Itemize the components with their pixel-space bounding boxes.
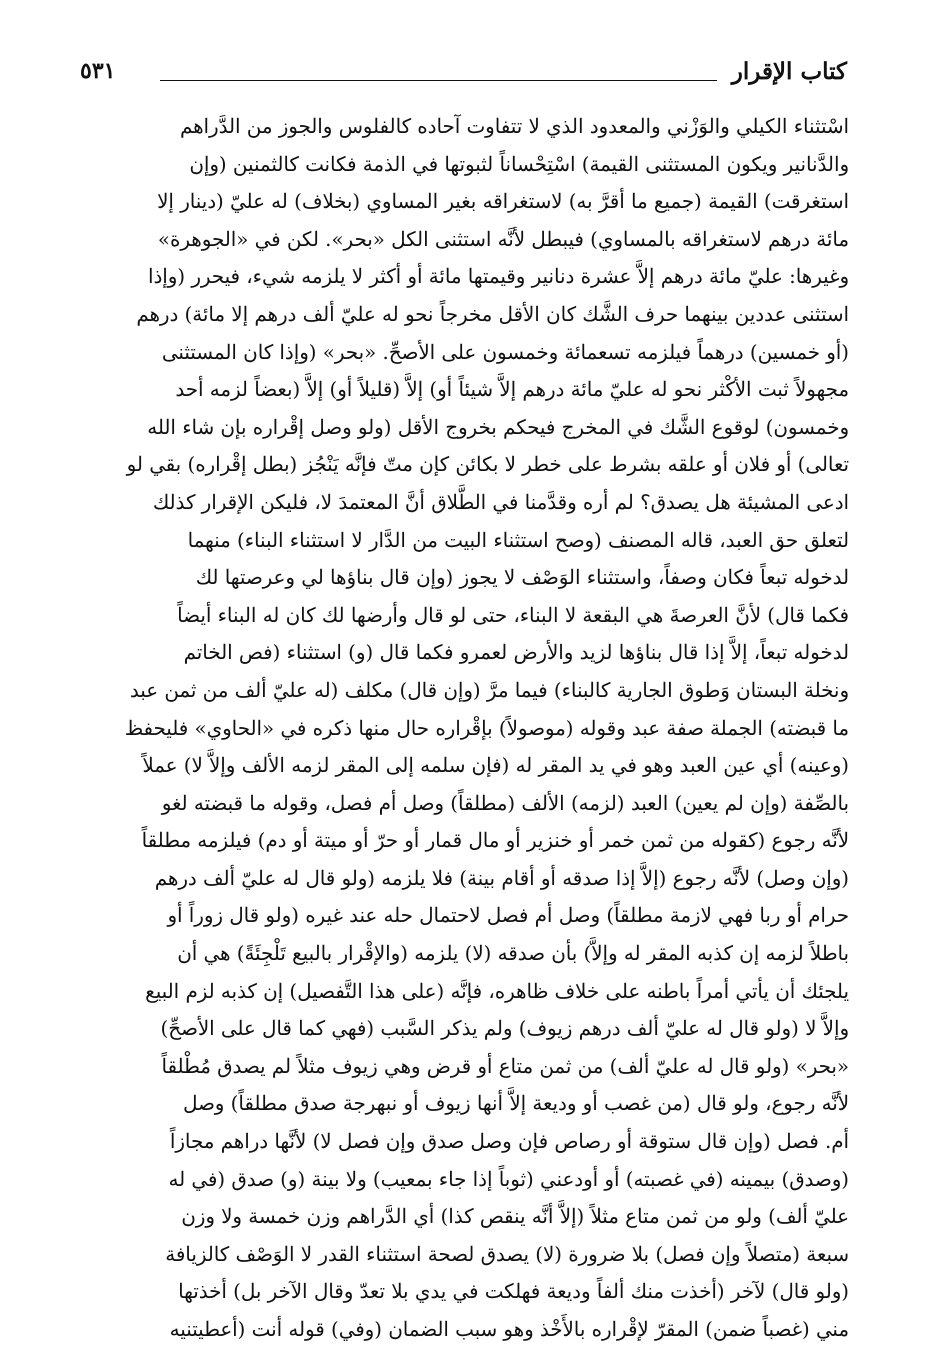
text-line: (وإن وصل) لأنَّه رجوع (إلاَّ إذا صدقه أو أقام بينة) فلا يلزمه (ولو قال له عليّ ألف درهم: [154, 866, 849, 890]
text-line: استثنى عددين بينهما حرف الشَّك كان الأقل مخرجاً نحو له عليّ ألف درهم إلا مائة) درهم: [136, 302, 849, 326]
text-line: وإلاَّ لا (ولو قال له عليّ ألف درهم زيوف) ولم يذكر السَّبب (فهي كما قال على الأصحِّ): [160, 1017, 849, 1041]
text-line: عليّ ألف) ولو من ثمن متاع مثلاً (إلاَّ أنَّه ينقص كذا) أي الدَّراهم وزن خمسة ولا وزن: [181, 1205, 849, 1229]
text-line: والدَّنانير ويكون المستثنى القيمة) اسْتِحْساناً لثبوتها في الذمة فكانت كالثمنين (وإن: [189, 152, 849, 176]
text-line: مني (غصباً ضمن) المقرّ لإقْراره بالأَخْذ وهو سبب الضمان (وفي) قوله أنت (أعطيتنيه: [169, 1318, 849, 1341]
chapter-title: كتاب الإقرار: [731, 58, 847, 85]
text-line: يلجئك أن يأتي أمراً باطنه على خلاف ظاهره، فإنَّه (على هذا التَّفصيل) إن كذبه لزم البيع: [145, 979, 849, 1003]
text-line: لأنَّه رجوع (كقوله من ثمن خمر أو خنزير أو مال قمار أو حرّ أو ميتة أو دم) فيلزمه مطلقاً: [141, 829, 849, 853]
text-line: ادعى المشيئة هل يصدق؟ لم أره وقدَّمنا في الطَّلاق أنَّ المعتمدَ لا، فليكن الإقرار كذلك: [152, 490, 849, 514]
text-line: تعالى) أو فلان أو علقه بشرط على خطر لا بكائن كإن متّ فإنَّه يَنْجُز (بطل إقْراره) بقي لو: [126, 453, 849, 477]
text-line: «بحر» (ولو قال له عليّ ألف) من ثمن متاع أو قرض وهي زيوف مثلاً لم يصدق مُطْلقاً: [161, 1054, 849, 1078]
text-line: (ولو قال) لآخر (أخذت منك ألفاً وديعة فهلكت في يدي بلا تعدّ وقال الآخر بل) أخذتها: [178, 1280, 849, 1304]
text-line: لدخوله تبعاً فكان وصفاً، واستثناء الوَصْف لا يجوز (وإن قال بناؤها لي وعرصتها لك: [195, 566, 849, 590]
page-number: ٥٣١: [80, 58, 116, 84]
text-line: وخمسون) لوقوع الشَّك في المخرج فيحكم بخروج الأقل (ولو وصل إقْراره بإن شاء الله: [147, 415, 849, 439]
text-line: أم. فصل (وإن قال ستوقة أو رصاص فإن وصل صدق وإن فصل لا) لأنَّها دراهم مجازاً: [169, 1130, 849, 1154]
text-line: ما قبضته) الجملة صفة عبد وقوله (موصولاً) بإقْراره حال منها ذكره في «الحاوي» فليحفظ: [124, 716, 849, 740]
text-line: (أو خمسين) درهماً فيلزمه تسعمائة وخمسون على الأصحِّ. «بحر» (وإذا كان المستثنى: [161, 340, 849, 364]
text-line: مجهولاً ثبت الأكْثر نحو له عليّ مائة درهم إلاَّ شيئاً أو) إلاَّ (قليلاً أو) إلاَّ (بعضاً لزمه أحد: [175, 378, 849, 402]
running-header: [80, 58, 847, 98]
text-line: استغرقت) القيمة (جميع ما أقرَّ به) لاستغراقه بغير المساوي (بخلاف) له عليّ (دينار إلا: [157, 190, 849, 214]
text-line: لتعلق حق العبد، قاله المصنف (وصح استثناء البيت من الدَّار لا استثناء البناء) منهما: [187, 528, 849, 552]
text-line: ونخلة البستان وَطوق الجارية كالبناء) فيما مرَّ (وإن قال) مكلف (له عليّ ألف من ثمن عبد: [129, 678, 849, 702]
body-text: [78, 108, 849, 1344]
text-line: سبعة (متصلاً وإن فصل) بلا ضرورة (لا) يصدق لصحة استثناء القدر لا الوَصْف كالزيافة: [165, 1242, 849, 1266]
text-line: لأنَّه رجوع، ولو قال (من غصب أو وديعة إلاَّ أنها زيوف أو نبهرجة صدق مطلقاً) وصل: [183, 1092, 849, 1116]
text-line: (وعينه) أي عين العبد وهو في يد المقر له (فإن سلمه إلى المقر لزمه الألف وإلاَّ لا) عملاً: [142, 754, 849, 778]
text-line: وغيرها: عليّ مائة درهم إلاَّ عشرة دنانير وقيمتها مائة أو أكثر لا يلزمه شيء، فيحرر (وإذا: [147, 265, 849, 289]
text-line: باطلاً لزمه إن كذبه المقر له وإلاَّ) بأن صدقه (لا) يلزمه (والإقْرار بالبيع تَلْجِئَةً) هي أن: [177, 942, 849, 966]
text-line: فكما قال) لأنَّ العرصةَ هي البقعة لا البناء، حتى لو قال وأرضها لك كان له البناء أيضاً: [177, 603, 849, 627]
text-line: بالصِّفة (وإن لم يعين) العبد (لزمه) الألف (مطلقاً) وصل أم فصل، وقوله ما قبضته لغو: [161, 791, 849, 815]
text-line: (وصدق) بيمينه (في غصبته) أو أودعني (ثوباً إذا جاء بمعيب) ولا بينة (و) صدق (في له: [168, 1167, 849, 1191]
text-line: لدخوله تبعاً، إلاَّ إذا قال بناؤها لزيد والأرض لعمرو فكما قال (و) استثناء (فص الخاتم: [183, 641, 849, 665]
text-line: مائة درهم لاستغراقه بالمساوي) فيبطل لأنَّه استثنى الكل «بحر». لكن في «الجوهرة»: [157, 227, 849, 251]
header-rule: [160, 80, 717, 81]
text-line: حرام أو ربا فهي لازمة مطلقاً) وصل أم فصل لاحتمال حله عند غيره (ولو قال زوراً أو: [167, 904, 849, 928]
text-line: اسْتثناء الكيلي والوَزْني والمعدود الذي لا تتفاوت آحاده كالفلوس والجوز من الدَّراهم: [179, 115, 849, 138]
